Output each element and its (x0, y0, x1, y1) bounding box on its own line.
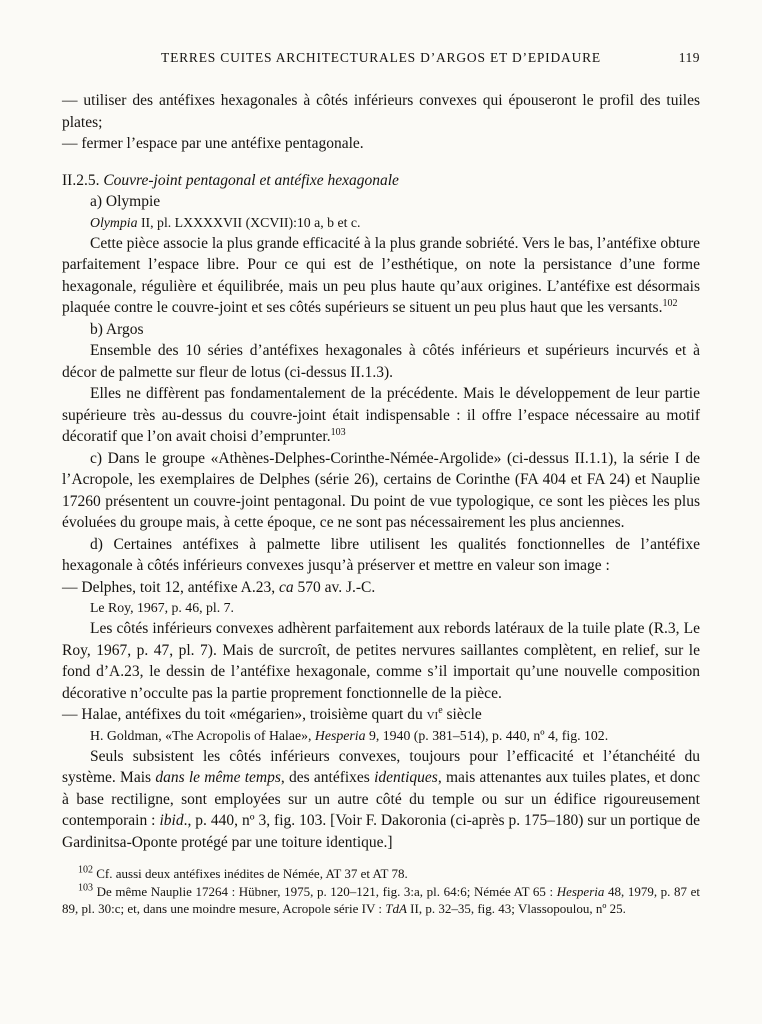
text-run: De même Nauplie 17264 : Hübner, 1975, p. 120–121, fig. 3:a, pl. 64:6; Némée AT 65 : (93, 883, 557, 899)
text-run: a) Olympie (90, 193, 161, 210)
text-run: ibid (159, 812, 184, 829)
footnote-marker: 103 (78, 882, 93, 894)
footnote-marker: e (438, 704, 443, 716)
reference-line (62, 598, 700, 618)
text-run: Cette pièce associe la plus grande efficacité à la plus grande sobriété. Vers le bas, l’antéfixe obture parfaitement l’espace libre. Pour ce qui est de l’esthétique, on note la persistance d’une forme hexagonale, régulière et équilibrée, mais un peu plus haute qu’aux origines. L’antéfixe est désormais plaquée contre le couvre-joint et ses côtés supérieurs se situent un peu plus haut que les versants. (62, 234, 700, 316)
text-run: Couvre-joint pentagonal et antéfixe hexagonale (103, 171, 399, 189)
paragraph (62, 534, 700, 577)
body-text (62, 90, 700, 853)
text-run: Le Roy, 1967, p. 46, pl. 7. (90, 600, 234, 615)
text-run: Ensemble des 10 séries d’antéfixes hexagonales à côtés inférieurs et supérieurs incurvés et à décor de palmette sur fleur de lotus (ci-dessus II.1.3). (62, 342, 700, 381)
paragraph (62, 746, 700, 854)
running-title: TERRES CUITES ARCHITECTURALES D’ARGOS ET D’EPIDAURE (161, 50, 601, 65)
paragraph (62, 133, 700, 155)
text-run: , des antéfixes (280, 769, 375, 786)
text-run: H. Goldman, «The Acropolis of Halae», (90, 727, 315, 743)
paragraph (62, 577, 700, 599)
text-run: 9, 1940 (p. 381–514), p. 440, nº 4, fig. 102. (365, 727, 609, 743)
reference-line (62, 726, 700, 746)
text-run: — Delphes, toit 12, antéfixe A.23, (62, 578, 279, 596)
text-run: Elles ne diffèrent pas fondamentalement de la précédente. Mais le développement de leur partie supérieure très au-dessus du couvre-joint était indispensable : il offre l’espace nécessaire au motif décoratif que l’on avait choisi d’emprunter. (62, 385, 700, 445)
text-run: siècle (442, 706, 482, 723)
footnote (62, 865, 700, 883)
text-run: b) Argos (90, 320, 144, 338)
paragraph (62, 448, 700, 534)
text-run: TdA (385, 901, 407, 916)
text-run: d) Certaines antéfixes à palmette libre utilisent les qualités fonctionnelles de l’antéfixe hexagonale à côtés inférieurs convexes jusqu’à préserver et mettre en valeur son image : (62, 535, 700, 574)
text-run: Les côtés inférieurs convexes adhèrent parfaitement aux rebords latéraux de la tuile plate (R.3, Le Roy, 1967, p. 47, pl. 7). Mais de surcroît, de petites nervures saillantes complètent, en relief, sur le fond d’A.23, le dessin de l’antéfixe hexagonale, comme s’il importait qu’une nouvelle composition décorative n’occulte pas la partie proprement fonctionnelle de la pièce. (62, 620, 700, 702)
text-run: Olympia (90, 214, 138, 230)
paragraph (62, 340, 700, 383)
text-run: — utiliser des antéfixes hexagonales à côtés inférieurs convexes qui épouseront le profil des tuiles plates; (62, 92, 700, 131)
section-heading (62, 170, 700, 192)
text-run: — Halae, antéfixes du toit «mégarien», troisième quart du (62, 706, 427, 723)
text-run: 48, 1979, p. 87 et 89, pl. 30:c; et, dans une moindre mesure, Acropole série IV : (62, 883, 700, 916)
text-run: c) Dans le groupe «Athènes-Delphes-Corinthe-Némée-Argolide» (ci-dessus II.1.1), la série I de l’Acropole, les exemplaires de Delphes (série 26), certains de Corinthe (FA 404 et FA 24) et Nauplie 17260 présentent un couvre-joint pentagonal. Du point de vue typologique, ce sont les pièces les plus évoluées du groupe mais, à cette époque, ce ne sont pas nécessairement les plus anciennes. (62, 449, 700, 531)
footnote-marker: 102 (78, 864, 93, 876)
text-run: 570 av. J.-C. (293, 578, 376, 596)
text-run: II.2.5. (62, 171, 104, 189)
text-run: ca (278, 578, 294, 596)
paragraph (62, 618, 700, 704)
reference-line (62, 213, 700, 233)
text-run: ., p. 440, nº 3, fig. 103. [Voir F. Dakoronia (ci-après p. 175–180) sur un portique de Gardinitsa-Oponte protégé par une toiture identique.] (62, 812, 700, 851)
text-run: Hesperia (556, 883, 605, 899)
paragraph (62, 383, 700, 448)
footnote (62, 883, 700, 918)
footnotes (62, 865, 700, 918)
paragraph (62, 704, 700, 726)
paragraph (62, 191, 700, 213)
text-run: dans le même temps (155, 769, 281, 786)
page-header (62, 50, 700, 66)
text-run: identiques (374, 769, 438, 786)
text-run: Seuls subsistent les côtés inférieurs convexes, toujours pour l’efficacité et l’étanchéité du système. Mais (62, 747, 700, 786)
paragraph (62, 233, 700, 319)
footnote-marker: 102 (662, 297, 678, 309)
page-number: 119 (678, 50, 700, 65)
text-run: II, p. 32–35, fig. 43; Vlassopoulou, nº 25. (406, 901, 626, 916)
footnote-marker: 103 (330, 426, 346, 438)
paragraph (62, 319, 700, 341)
text-run: II, pl. LXXXXVII (XCVII):10 a, b et c. (137, 214, 361, 230)
text-run: Hesperia (314, 727, 366, 743)
text-run: , mais attenantes aux tuiles plates, et donc à base rectiligne, sont employées sur un autre côté du temple ou sur un édifice rigoureusement contemporain : (62, 769, 701, 829)
text-run: — fermer l’espace par une antéfixe pentagonale. (62, 135, 364, 152)
paragraph (62, 90, 700, 133)
text-run: vi (426, 706, 439, 723)
text-run: Cf. aussi deux antéfixes inédites de Némée, AT 37 et AT 78. (93, 866, 408, 881)
